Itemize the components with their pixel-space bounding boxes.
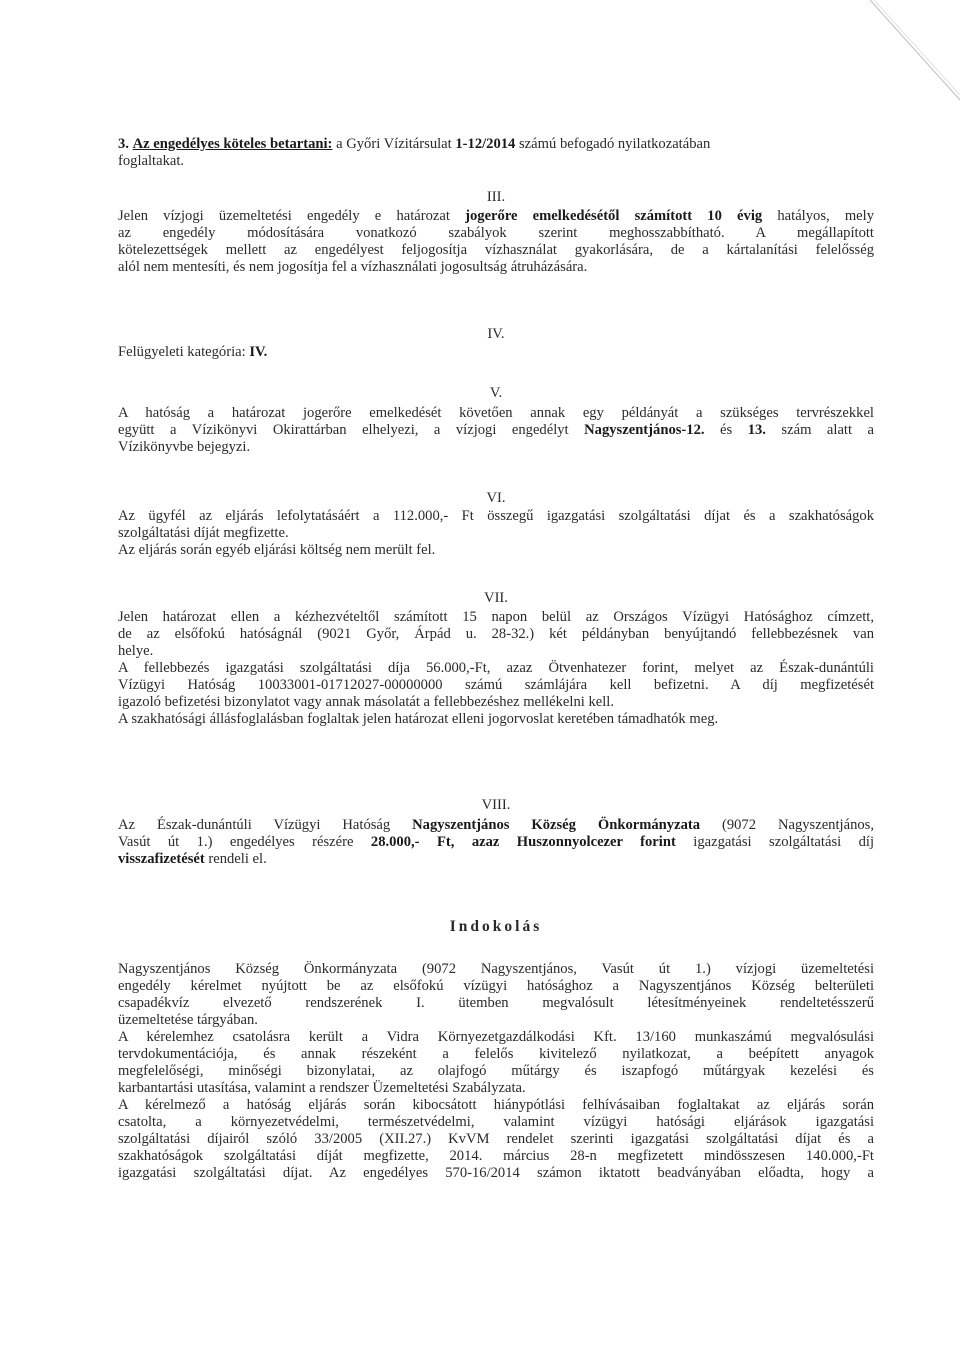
section-viii-refund: visszafizetését	[118, 851, 205, 867]
reasoning-line: A kérelemhez csatolásra került a Vidra Környezetgazdálkodási Kft. 13/160 munkaszámú megvalósulási	[118, 1029, 874, 1045]
reasoning-line: megfelelőségi, minőségi bizonylatai, az olajfogó műtárgy és iszapfogó műtárgyak kezelési és	[118, 1063, 874, 1079]
section-v-body	[118, 405, 874, 456]
section-vii-line-6: igazoló befizetési bizonylatot vagy annak másolatát a fellebbezéshez mellékelni kell.	[118, 694, 614, 710]
section-vii-line-5: Vízügyi Hatóság 10033001-01712027-00000000 számú számlájára kell befizetni. A díj megfizetését	[118, 677, 874, 693]
reasoning-line: tervdokumentációja, és annak részeként a felelős kivitelező nyilatkozat, a beépített anyagok	[118, 1046, 874, 1062]
reasoning-body	[118, 961, 874, 1182]
section-v-line-3: Vízikönyvbe bejegyzi.	[118, 439, 251, 455]
reasoning-line: A kérelmező a hatóság eljárás során kibocsátott hiánypótlási felhívásaiban foglaltakat az eljárás során	[118, 1097, 874, 1113]
section-vi-line-2: szolgáltatási díját megfizette.	[118, 525, 289, 541]
section-vi-line-3: Az eljárás során egyéb eljárási költség nem merült fel.	[118, 542, 436, 558]
section-vi-line-1: Az ügyfél az eljárás lefolytatásáért a 112.000,- Ft összegű igazgatási szolgáltatási díjat és a szakhatóságok	[118, 508, 874, 524]
section-viii-body	[118, 817, 874, 868]
section-viii-address: (9072 Nagyszentjános,	[700, 817, 874, 833]
section-v-heading: V.	[489, 385, 503, 401]
section-vii-line-1: Jelen határozat ellen a kézhezvételtől számított 15 napon belül az Országos Vízügyi Hatósághoz címzett,	[118, 609, 874, 625]
reasoning-line: szakhatóságok szolgáltatási díját megfizette, 2014. március 28-n megfizetett mindösszesen 140.000,-Ft	[118, 1148, 874, 1164]
section-viii-text-3: igazgatási szolgáltatási díj	[675, 834, 875, 850]
section-iii-line-4: alól nem mentesíti, és nem jogosítja fel a vízhasználati jogosultság átruházására.	[118, 259, 588, 275]
section-vii-line-3: helye.	[118, 643, 154, 659]
reasoning-line: karbantartási utasítása, valamint a rendszer Üzemeltetési Szabályzata.	[118, 1080, 526, 1096]
section-iii-line-2: az engedély módosítására vonatkozó szabályok szerint meghosszabbítható. A megállapított	[118, 225, 874, 241]
section-v-text: együtt a Vízikönyvi Okirattárban elhelyezi, a vízjogi engedélyt	[118, 422, 585, 438]
section-3-lead: Az engedélyes köteles betartani:	[132, 136, 333, 152]
section-3-text: a Győri Vízitársulat	[332, 136, 456, 152]
section-viii-text-2: Vasút út 1.) engedélyes részére	[118, 834, 371, 850]
section-v-registry-2: 13.	[747, 422, 766, 438]
section-v-and: és	[704, 422, 748, 438]
reasoning-line: igazgatási szolgáltatási díjat. Az engedélyes 570-16/2014 számon iktatott beadványában előadta, hogy a	[118, 1165, 874, 1181]
reasoning-line: szolgáltatási díjairól szóló 33/2005 (XII.27.) KvVM rendelet szerinti igazgatási szolgáltatási díjat és a	[118, 1131, 874, 1147]
section-3-number: 3.	[118, 136, 129, 152]
reasoning-line: Nagyszentjános Község Önkormányzata (9072 Nagyszentjános, Vasút út 1.) vízjogi üzemeltetési	[118, 961, 874, 977]
section-iii-line-3: kötelezettségek mellett az engedélyest feljogosítja vízhasználat gyakorlására, de a kártalanítási felelősség	[118, 242, 874, 258]
section-iii-text-end: hatályos, mely	[762, 208, 874, 224]
section-3-reference: 1-12/2014	[455, 136, 516, 152]
section-viii-text: Az Észak-dunántúli Vízügyi Hatóság	[118, 817, 413, 833]
reasoning-line: engedély kérelmet nyújtott be az elsőfokú vízügyi hatósághoz a Nagyszentjános Község belterületi	[118, 978, 874, 994]
section-iii-heading: III.	[486, 189, 506, 205]
supervisory-category	[118, 344, 874, 361]
document-page	[118, 0, 874, 1358]
section-3	[118, 136, 874, 170]
reasoning-heading: Indokolás	[449, 918, 543, 935]
section-vii-line-7: A szakhatósági állásfoglalásban foglaltak jelen határozat elleni jogorvoslat keretében támadhatók meg.	[118, 711, 719, 727]
section-vii-heading: VII.	[484, 590, 508, 606]
section-iii-body	[118, 208, 874, 276]
section-viii-recipient: Nagyszentjános Község Önkormányzata	[412, 817, 701, 833]
section-iv-heading: IV.	[487, 326, 505, 342]
reasoning-line: üzemeltetése tárgyában.	[118, 1012, 258, 1028]
section-3-text-end: számú befogadó nyilatkozatában	[515, 136, 711, 152]
section-viii-text-end: rendeli el.	[204, 851, 267, 867]
reasoning-line: csatolta, a környezetvédelmi, természetvédelmi, valamint vízügyi hatósági eljárások igazgatási	[118, 1114, 874, 1130]
section-vi-body	[118, 508, 874, 559]
section-3-line-2: foglaltakat.	[118, 153, 185, 169]
supervisory-category-value: IV.	[249, 344, 268, 360]
section-iii-validity: jogerőre emelkedésétől számított 10 évig	[465, 208, 763, 224]
section-vii-line-2: de az elsőfokú hatóságnál (9021 Győr, Árpád u. 28-32.) két példányban benyújtandó fellebbezésnek van	[118, 626, 874, 642]
section-viii-heading: VIII.	[481, 797, 511, 813]
section-v-line-1: A hatóság a határozat jogerőre emelkedését követően annak egy példányát a szükséges tervrészekkel	[118, 405, 874, 421]
section-v-text-end: szám alatt a	[765, 422, 875, 438]
section-vi-heading: VI.	[486, 490, 506, 506]
section-vii-line-4: A fellebbezés igazgatási szolgáltatási díja 56.000,-Ft, azaz Ötvenhatezer forint, melyet az Észak-dunántúli	[118, 660, 874, 676]
section-viii-amount: 28.000,- Ft, azaz Huszonnyolcezer forint	[370, 834, 676, 850]
section-v-registry-1: Nagyszentjános-12.	[584, 422, 705, 438]
supervisory-category-label: Felügyeleti kategória:	[118, 344, 250, 360]
section-iii-text: Jelen vízjogi üzemeltetési engedély e határozat	[118, 208, 466, 224]
reasoning-line: csapadékvíz elvezető rendszerének I. ütemben megvalósult létesítményeinek rendeltetésszerű	[118, 995, 874, 1011]
section-vii-body	[118, 609, 874, 728]
